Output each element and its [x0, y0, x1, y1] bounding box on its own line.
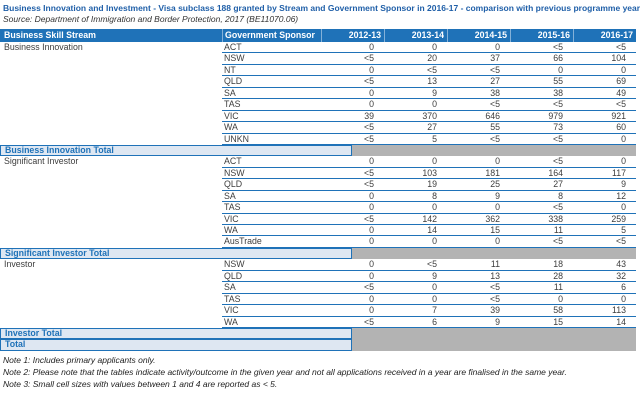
note-1: Note 1: Includes primary applicants only.	[3, 354, 156, 365]
value-cell: 979	[548, 110, 563, 121]
value-cell: 0	[432, 156, 437, 167]
row-line-region	[222, 65, 636, 76]
note-2: Note 2: Please note that the tables indicate activity/outcome in the given year and not all applications received in a year are finalised in the same year.	[3, 366, 567, 377]
value-cell: 0	[369, 42, 374, 52]
row-line-region	[222, 282, 636, 293]
value-cell: 39	[364, 110, 374, 121]
value-cell: 0	[495, 42, 500, 52]
col-header-2014-15: 2014-15	[447, 29, 510, 42]
value-cell: 73	[553, 122, 563, 133]
value-cell: 66	[553, 53, 563, 64]
value-cell: 921	[611, 110, 626, 121]
value-cell: <5	[552, 42, 563, 52]
stream-cell: Significant Investor	[4, 156, 79, 167]
value-cell: 0	[621, 293, 626, 304]
value-cell: 13	[490, 270, 500, 281]
value-cell: 25	[490, 179, 500, 190]
stream-cell	[0, 317, 222, 328]
value-cell: 0	[432, 202, 437, 213]
value-cell: 259	[611, 213, 626, 224]
stream-cell	[0, 271, 222, 282]
sponsor-cell: TAS	[224, 293, 241, 304]
row-line-region	[222, 236, 636, 247]
table-row	[0, 317, 636, 328]
table-row	[0, 65, 636, 76]
value-cell: <5	[363, 316, 374, 327]
col-header-2013-14: 2013-14	[384, 29, 447, 42]
table-row	[0, 282, 636, 293]
value-cell: <5	[552, 99, 563, 110]
row-line-region	[222, 111, 636, 122]
sponsor-cell: TAS	[224, 202, 241, 213]
stream-cell	[0, 65, 222, 76]
sponsor-cell: SA	[224, 87, 236, 98]
value-cell: <5	[363, 167, 374, 178]
row-line-region	[222, 88, 636, 99]
table-row	[0, 214, 636, 225]
col-header-government-sponsor: Government Sponsor	[222, 29, 321, 42]
sponsor-cell: AusTrade	[224, 236, 262, 247]
stream-cell	[0, 53, 222, 64]
value-cell: <5	[615, 42, 626, 52]
stream-cell	[0, 294, 222, 305]
value-cell: <5	[489, 133, 500, 144]
value-cell: <5	[552, 133, 563, 144]
table-row	[0, 168, 636, 179]
row-line-region	[222, 317, 636, 328]
sponsor-cell: SA	[224, 282, 236, 293]
value-cell: 142	[422, 213, 437, 224]
value-cell: 0	[369, 156, 374, 167]
stream-cell	[0, 236, 222, 247]
stream-cell	[0, 225, 222, 236]
value-cell: <5	[363, 122, 374, 133]
table-row	[0, 305, 636, 316]
stream-cell	[0, 168, 222, 179]
value-cell: 0	[621, 64, 626, 75]
value-cell: 0	[621, 133, 626, 144]
col-header-2012-13: 2012-13	[321, 29, 384, 42]
value-cell: 18	[553, 259, 563, 270]
sponsor-cell: VIC	[224, 213, 239, 224]
total-label-cell: Investor Total	[0, 328, 352, 339]
stream-cell	[0, 214, 222, 225]
sponsor-cell: NSW	[224, 53, 245, 64]
value-cell: 37	[490, 53, 500, 64]
value-cell: 0	[432, 42, 437, 52]
value-cell: 0	[369, 190, 374, 201]
row-line-region	[222, 134, 636, 145]
sponsor-cell: QLD	[224, 76, 243, 87]
value-cell: <5	[363, 53, 374, 64]
value-cell: 69	[616, 76, 626, 87]
row-line-region	[222, 53, 636, 64]
sponsor-cell: TAS	[224, 99, 241, 110]
visa-grants-table	[0, 29, 636, 351]
value-cell: <5	[489, 64, 500, 75]
value-cell: <5	[615, 236, 626, 247]
value-cell: 113	[611, 305, 626, 316]
table-row	[0, 99, 636, 110]
value-cell: 11	[553, 282, 563, 293]
value-cell: 338	[548, 213, 563, 224]
value-cell: 60	[616, 122, 626, 133]
value-cell: <5	[552, 156, 563, 167]
value-cell: 38	[553, 87, 563, 98]
table-row	[0, 202, 636, 213]
value-cell: 0	[558, 64, 563, 75]
value-cell: <5	[489, 282, 500, 293]
row-line-region	[222, 122, 636, 133]
total-fill-cell	[352, 339, 636, 350]
value-cell: 7	[432, 305, 437, 316]
value-cell: 0	[369, 225, 374, 235]
value-cell: 9	[621, 179, 626, 190]
table-row	[0, 236, 636, 247]
report-title: Business Innovation and Investment - Visa subclass 188 granted by Stream and Government Sponsor in 2016-17 - comparison with previous programme year	[3, 3, 640, 13]
value-cell: 0	[495, 202, 500, 213]
value-cell: 13	[427, 76, 437, 87]
value-cell: 43	[616, 259, 626, 270]
table-row	[0, 53, 636, 64]
sponsor-cell: NSW	[224, 259, 245, 270]
stream-cell	[0, 88, 222, 99]
value-cell: 117	[611, 167, 626, 178]
table-row	[0, 134, 636, 145]
stream-cell	[0, 122, 222, 133]
row-line-region	[222, 294, 636, 305]
value-cell: 5	[432, 133, 437, 144]
table-row	[0, 271, 636, 282]
value-cell: 0	[369, 293, 374, 304]
value-cell: 164	[548, 167, 563, 178]
group-total-row	[0, 248, 636, 259]
value-cell: 39	[490, 305, 500, 316]
value-cell: <5	[363, 133, 374, 144]
value-cell: <5	[363, 76, 374, 87]
footnotes	[0, 354, 640, 390]
sponsor-cell: QLD	[224, 270, 243, 281]
value-cell: <5	[552, 202, 563, 213]
value-cell: 9	[432, 270, 437, 281]
value-cell: 12	[616, 190, 626, 201]
value-cell: 0	[369, 202, 374, 213]
value-cell: 0	[621, 156, 626, 167]
sponsor-cell: SA	[224, 190, 236, 201]
value-cell: 0	[369, 99, 374, 110]
value-cell: 6	[621, 282, 626, 293]
table-header-row	[0, 29, 636, 42]
row-line-region	[222, 191, 636, 202]
value-cell: <5	[426, 259, 437, 270]
value-cell: <5	[615, 99, 626, 110]
table-row	[0, 42, 636, 53]
total-fill-cell	[352, 328, 636, 339]
value-cell: <5	[552, 236, 563, 247]
value-cell: 0	[369, 64, 374, 75]
value-cell: <5	[363, 213, 374, 224]
group-total-row	[0, 328, 636, 339]
value-cell: 27	[427, 122, 437, 133]
value-cell: 0	[621, 202, 626, 213]
value-cell: 38	[490, 87, 500, 98]
table-row	[0, 122, 636, 133]
total-fill-cell	[352, 145, 636, 156]
value-cell: 58	[553, 305, 563, 316]
value-cell: 55	[553, 76, 563, 87]
value-cell: 15	[490, 225, 500, 235]
group-total-row	[0, 145, 636, 156]
stream-cell	[0, 76, 222, 87]
col-header-2015-16: 2015-16	[510, 29, 573, 42]
value-cell: 0	[495, 236, 500, 247]
row-line-region	[222, 156, 636, 167]
value-cell: 181	[485, 167, 500, 178]
row-line-region	[222, 305, 636, 316]
value-cell: 370	[422, 110, 437, 121]
stream-cell	[0, 179, 222, 190]
col-header-business-skill-stream: Business Skill Stream	[4, 30, 96, 40]
table-row	[0, 294, 636, 305]
table-body	[0, 42, 636, 351]
sponsor-cell: WA	[224, 122, 238, 133]
value-cell: 11	[553, 225, 563, 235]
stream-cell	[0, 202, 222, 213]
table-row	[0, 111, 636, 122]
value-cell: 0	[495, 156, 500, 167]
value-cell: 27	[490, 76, 500, 87]
row-line-region	[222, 99, 636, 110]
sponsor-cell: UNKN	[224, 133, 249, 144]
value-cell: 49	[616, 87, 626, 98]
stream-cell: Business Innovation	[4, 42, 83, 52]
sponsor-cell: ACT	[224, 156, 242, 167]
sponsor-cell: WA	[224, 316, 238, 327]
sponsor-cell: WA	[224, 225, 238, 235]
value-cell: 15	[553, 316, 563, 327]
value-cell: 8	[558, 190, 563, 201]
value-cell: 362	[485, 213, 500, 224]
table-row	[0, 156, 636, 167]
col-header-2016-17: 2016-17	[573, 29, 636, 42]
value-cell: 0	[369, 259, 374, 270]
row-line-region	[222, 202, 636, 213]
value-cell: 9	[495, 190, 500, 201]
stream-cell	[0, 99, 222, 110]
total-fill-cell	[352, 248, 636, 259]
row-line-region	[222, 179, 636, 190]
stream-cell	[0, 134, 222, 145]
sponsor-cell: ACT	[224, 42, 242, 52]
value-cell: 9	[495, 316, 500, 327]
note-3: Note 3: Small cell sizes with values between 1 and 4 are reported as < 5.	[3, 378, 278, 389]
grand-total-row	[0, 339, 636, 350]
value-cell: 14	[616, 316, 626, 327]
value-cell: 5	[621, 225, 626, 235]
sponsor-cell: QLD	[224, 179, 243, 190]
row-line-region	[222, 214, 636, 225]
stream-cell	[0, 305, 222, 316]
value-cell: 6	[432, 316, 437, 327]
value-cell: 0	[432, 293, 437, 304]
value-cell: <5	[489, 99, 500, 110]
value-cell: 9	[432, 87, 437, 98]
value-cell: 0	[369, 305, 374, 316]
row-line-region	[222, 76, 636, 87]
table-row	[0, 88, 636, 99]
value-cell: 28	[553, 270, 563, 281]
row-line-region	[222, 42, 636, 53]
value-cell: 8	[432, 190, 437, 201]
table-row	[0, 76, 636, 87]
sponsor-cell: VIC	[224, 305, 239, 316]
stream-cell: Investor	[4, 259, 36, 270]
table-row	[0, 179, 636, 190]
sponsor-cell: NSW	[224, 167, 245, 178]
value-cell: 103	[422, 167, 437, 178]
value-cell: <5	[363, 282, 374, 293]
value-cell: 0	[558, 293, 563, 304]
row-line-region	[222, 271, 636, 282]
value-cell: 0	[369, 270, 374, 281]
value-cell: 19	[427, 179, 437, 190]
table-row	[0, 259, 636, 270]
stream-cell	[0, 282, 222, 293]
row-line-region	[222, 225, 636, 236]
value-cell: 14	[427, 225, 437, 235]
stream-cell	[0, 191, 222, 202]
table-row	[0, 225, 636, 236]
source-line: Source: Department of Immigration and Border Protection, 2017 (BE11070.06)	[3, 14, 299, 24]
sponsor-cell: NT	[224, 64, 236, 75]
table-row	[0, 191, 636, 202]
value-cell: 27	[553, 179, 563, 190]
value-cell: 0	[369, 87, 374, 98]
value-cell: 0	[432, 99, 437, 110]
total-label-cell: Total	[0, 339, 352, 350]
row-line-region	[222, 168, 636, 179]
value-cell: 0	[432, 236, 437, 247]
total-label-cell: Business Innovation Total	[0, 145, 352, 156]
total-label-cell: Significant Investor Total	[0, 248, 352, 259]
sponsor-cell: VIC	[224, 110, 239, 121]
value-cell: 646	[485, 110, 500, 121]
value-cell: <5	[489, 293, 500, 304]
value-cell: <5	[426, 64, 437, 75]
value-cell: 0	[369, 236, 374, 247]
value-cell: 11	[490, 259, 500, 270]
value-cell: 104	[611, 53, 626, 64]
value-cell: 0	[432, 282, 437, 293]
stream-cell	[0, 111, 222, 122]
row-line-region	[222, 259, 636, 270]
value-cell: 55	[490, 122, 500, 133]
value-cell: 20	[427, 53, 437, 64]
value-cell: 32	[616, 270, 626, 281]
value-cell: <5	[363, 179, 374, 190]
